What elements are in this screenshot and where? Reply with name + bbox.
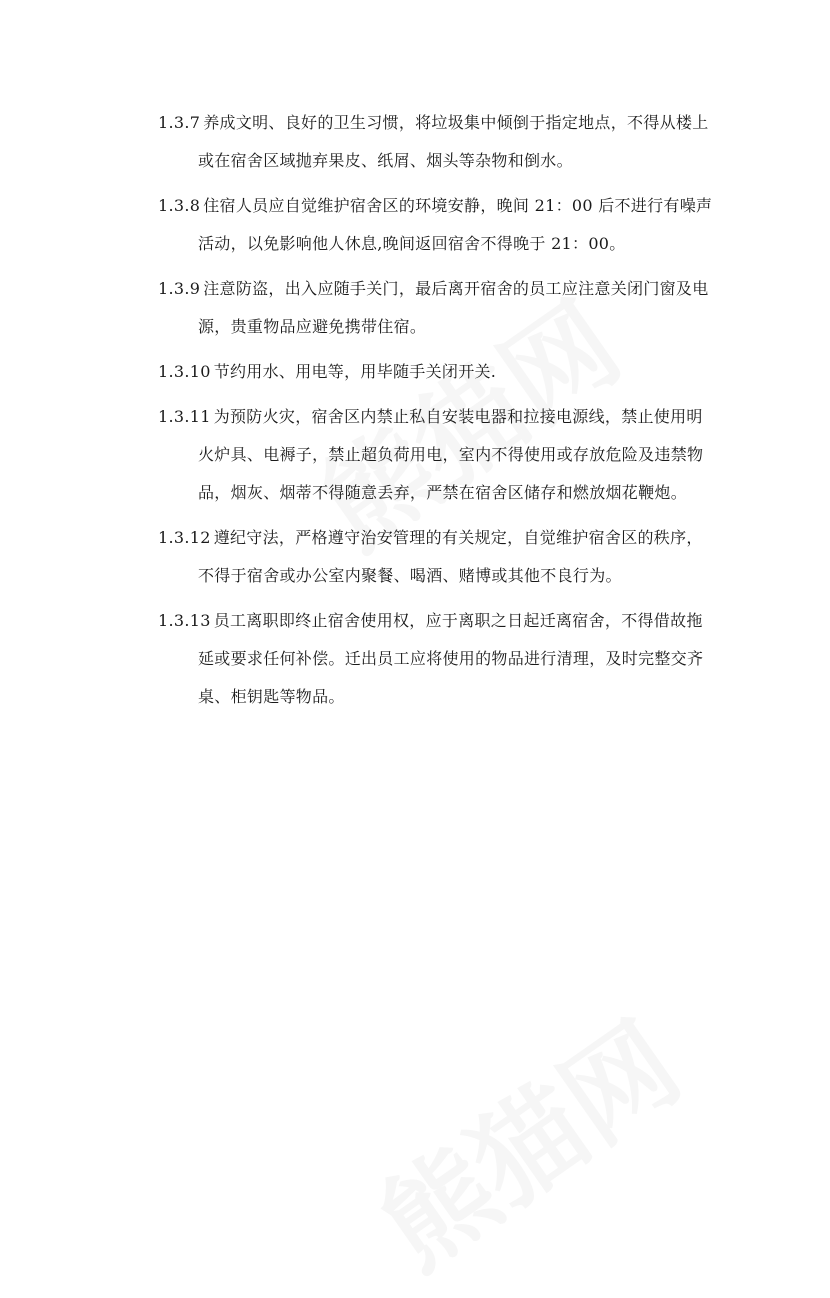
clause-text: 遵纪守法，严格遵守治安管理的有关规定，自觉维护宿舍区的秩序，不得于宿舍或办公室内聚餐、喝酒、赌博或其他不良行为。 bbox=[198, 528, 703, 585]
clause-number: 1.3.10 bbox=[158, 362, 211, 381]
clause-text: 住宿人员应自觉维护宿舍区的环境安静，晚间 21：00 后不进行有噪声活动，以免影响他人休息,晚间返回宿舍不得晚于 21：00。 bbox=[198, 196, 713, 253]
clause-1-3-12 bbox=[158, 519, 718, 595]
clause-number: 1.3.7 bbox=[158, 113, 201, 132]
clause-1-3-8 bbox=[158, 187, 718, 263]
clause-number: 1.3.11 bbox=[158, 407, 211, 426]
clause-number: 1.3.13 bbox=[158, 611, 211, 630]
clause-number: 1.3.9 bbox=[158, 279, 201, 298]
clause-1-3-10 bbox=[158, 353, 718, 391]
clause-list bbox=[158, 104, 718, 723]
clause-number: 1.3.12 bbox=[158, 528, 211, 547]
clause-1-3-13 bbox=[158, 602, 718, 716]
clause-text: 为预防火灾，宿舍区内禁止私自安装电器和拉接电源线，禁止使用明火炉具、电褥子，禁止超负荷用电，室内不得使用或存放危险及违禁物品，烟灰、烟蒂不得随意丢弃，严禁在宿舍区储存和燃放烟花鞭炮。 bbox=[198, 407, 704, 502]
clause-text: 注意防盗，出入应随手关门，最后离开宿舍的员工应注意关闭门窗及电源，贵重物品应避免携带住宿。 bbox=[198, 279, 709, 336]
clause-text: 节约用水、用电等，用毕随手关闭开关. bbox=[213, 362, 497, 381]
clause-1-3-11 bbox=[158, 398, 718, 512]
clause-text: 养成文明、良好的卫生习惯，将垃圾集中倾倒于指定地点，不得从楼上或在宿舍区域抛弃果皮、纸屑、烟头等杂物和倒水。 bbox=[198, 113, 709, 170]
watermark bbox=[345, 980, 706, 1298]
clause-1-3-7 bbox=[158, 104, 718, 180]
clause-1-3-9 bbox=[158, 270, 718, 346]
clause-number: 1.3.8 bbox=[158, 196, 201, 215]
clause-text: 员工离职即终止宿舍使用权，应于离职之日起迁离宿舍，不得借故拖延或要求任何补偿。迁出员工应将使用的物品进行清理，及时完整交齐桌、柜钥匙等物品。 bbox=[198, 611, 704, 706]
